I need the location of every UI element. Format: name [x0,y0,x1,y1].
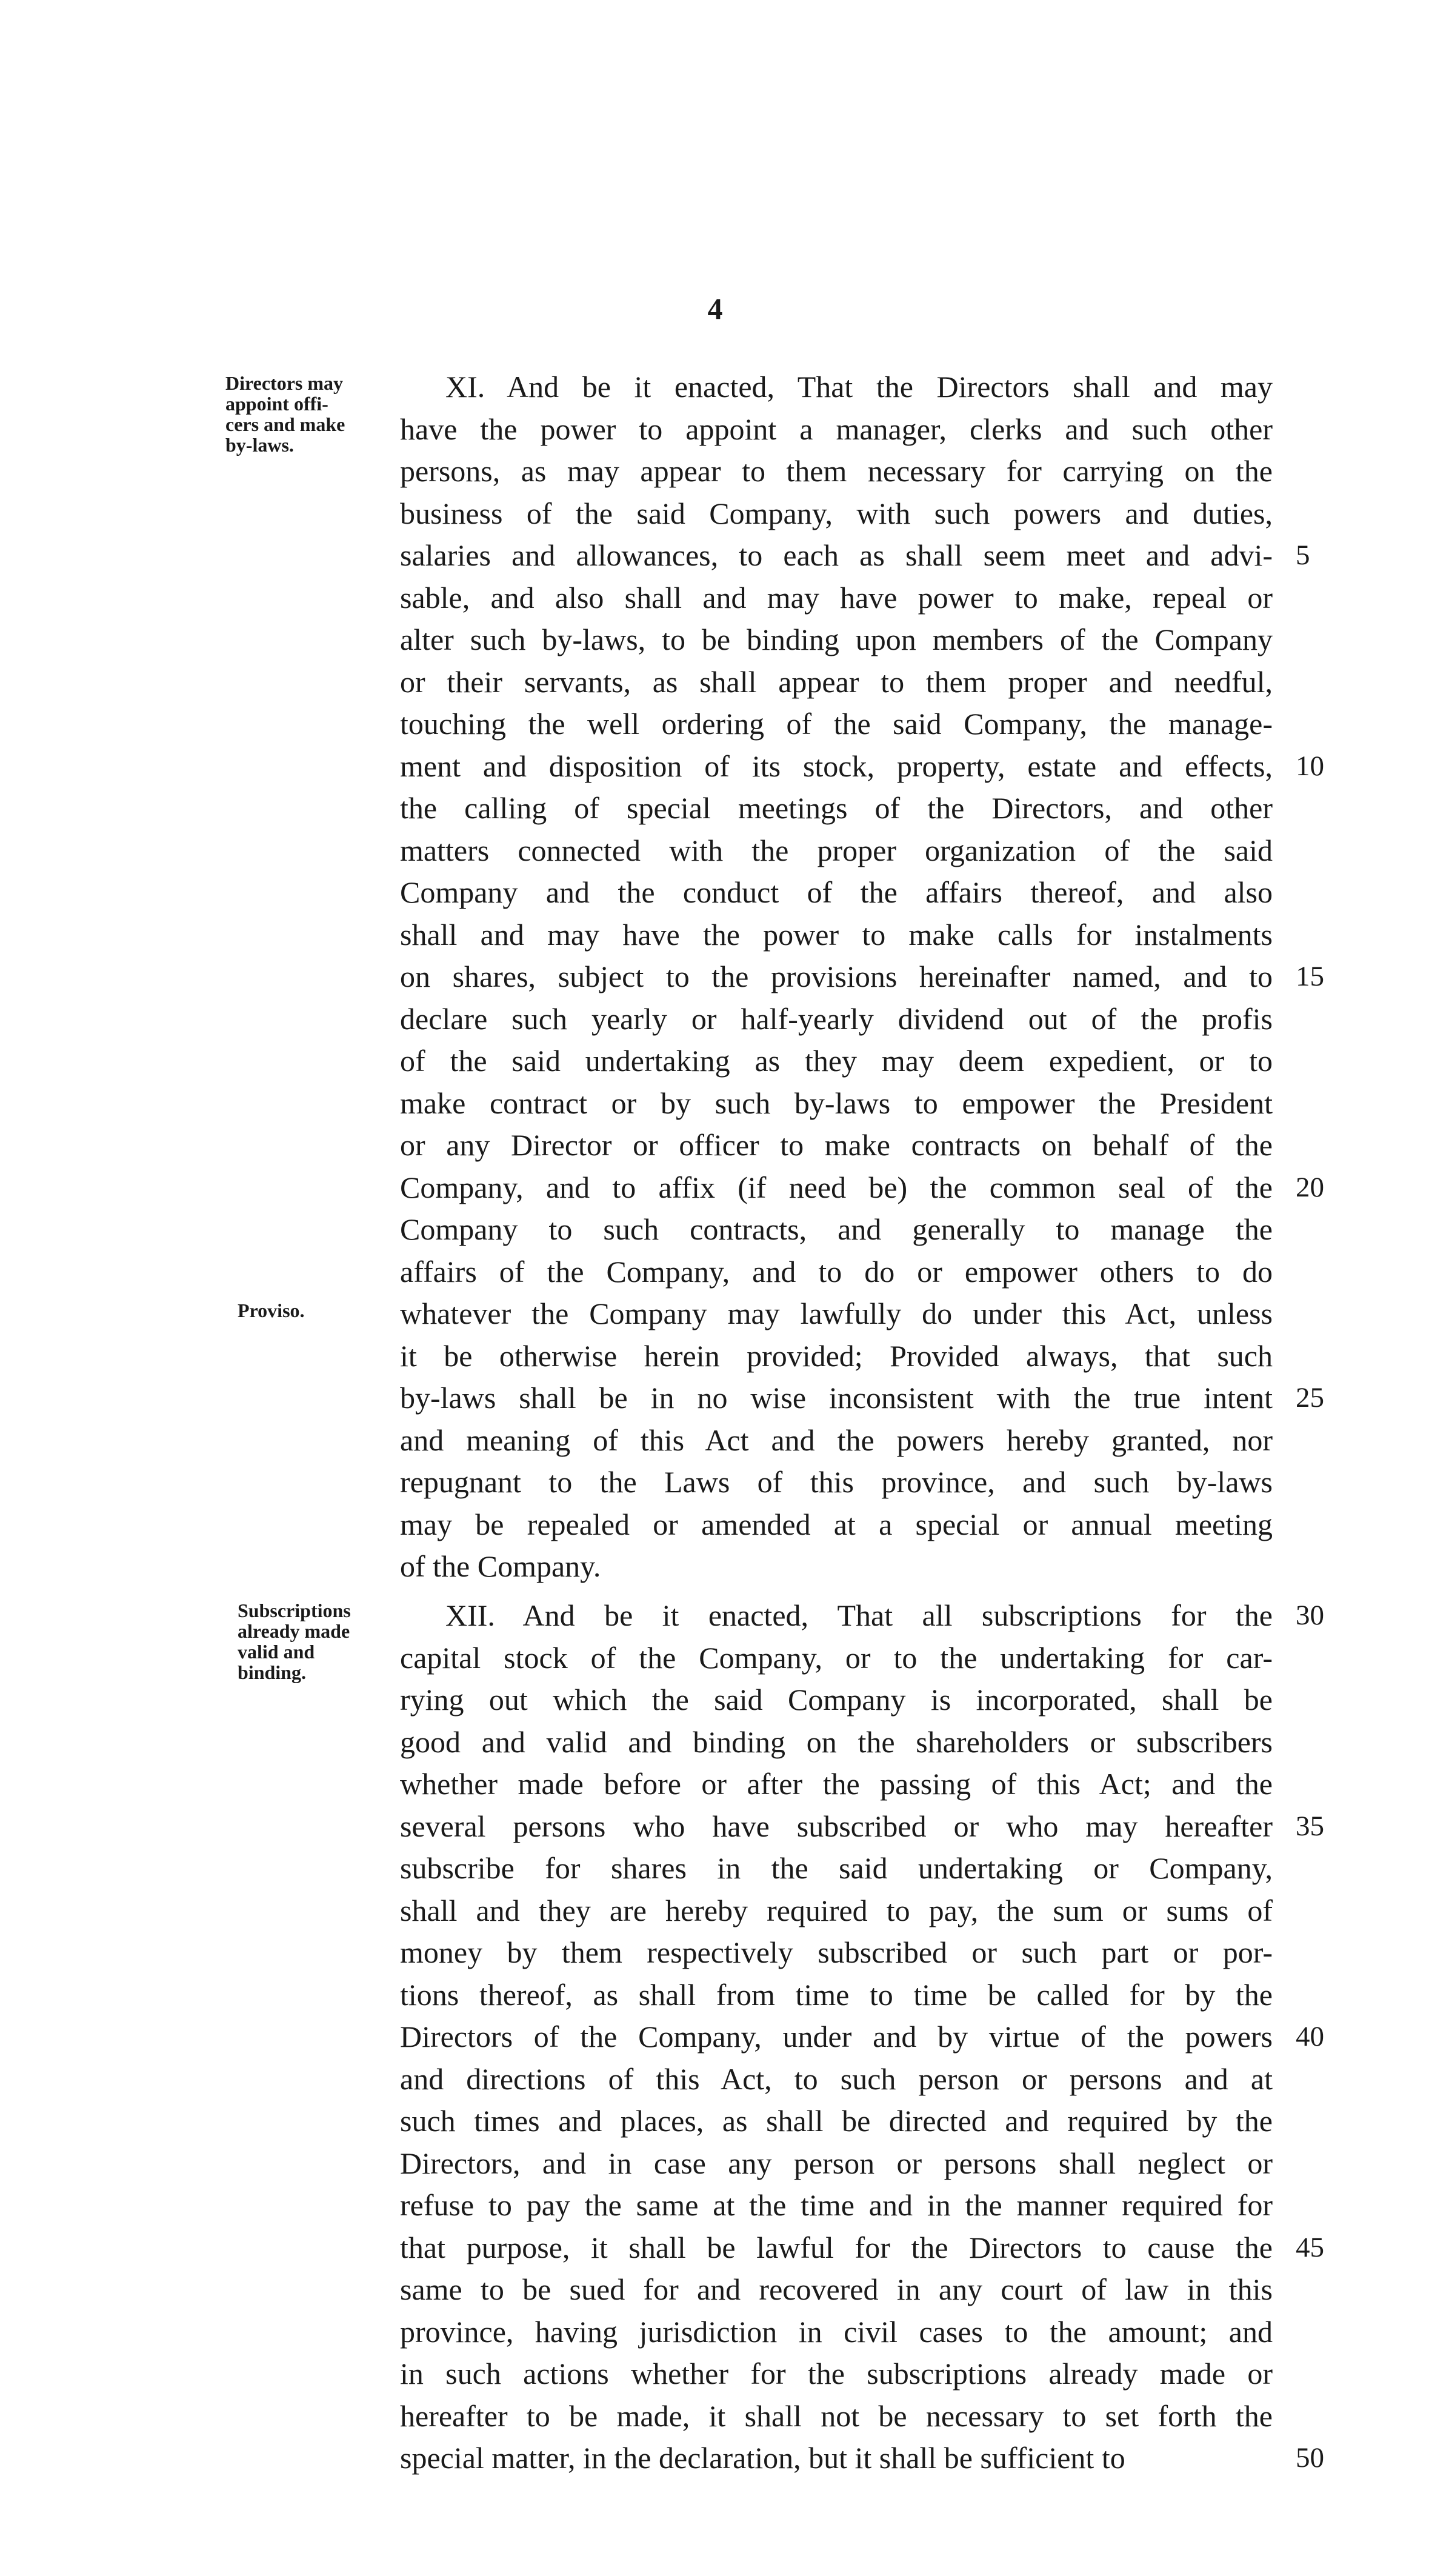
text-line: on shares, subject to the provisions hereinafter named, and to [400,959,1273,993]
text-line: matters connected with the proper organization of the said [400,833,1273,867]
line-number: 5 [1296,539,1310,571]
text-line: declare such yearly or half-yearly dividend out of the profis [400,1002,1273,1036]
margin-note-subscriptions [238,1600,419,1683]
text-line: in such actions whether for the subscriptions already made or [400,2357,1273,2391]
text-line: may be repealed or amended at a special or annual meeting [400,1507,1273,1541]
line-number: 30 [1296,1600,1324,1631]
text-line: of the Company. [400,1549,601,1583]
margin-note-line: Directors may [225,372,343,394]
text-line: XII. And be it enacted, That all subscriptions for the [445,1598,1273,1632]
text-line: province, having jurisdiction in civil cases to the amount; and [400,2315,1273,2349]
line-number: 45 [1296,2232,1324,2263]
text-line: or any Director or officer to make contracts on behalf of the [400,1128,1273,1162]
text-line: whatever the Company may lawfully do under this Act, unless [400,1296,1273,1330]
text-line: shall and they are hereby required to pay, the sum or sums of [400,1894,1273,1927]
text-line: Directors, and in case any person or persons shall neglect or [400,2146,1273,2180]
text-line: repugnant to the Laws of this province, and such by-laws [400,1465,1273,1499]
text-line: same to be sued for and recovered in any court of law in this [400,2272,1273,2306]
text-line: refuse to pay the same at the time and in the manner required for [400,2188,1273,2222]
text-line: Company to such contracts, and generally to manage the [400,1212,1273,1246]
line-number: 50 [1296,2442,1324,2474]
margin-note-line: cers and make [225,413,345,435]
text-line: touching the well ordering of the said Company, the manage- [400,707,1273,741]
text-line: persons, as may appear to them necessary for carrying on the [400,454,1273,488]
text-line: alter such by-laws, to be binding upon members of the Company [400,622,1273,656]
margin-note-line: valid and [238,1641,315,1663]
text-line: Directors of the Company, under and by virtue of the powers [400,2020,1273,2054]
text-line: several persons who have subscribed or who may hereafter [400,1809,1273,1843]
line-number: 40 [1296,2021,1324,2052]
text-line: that purpose, it shall be lawful for the Directors to cause the [400,2231,1273,2264]
text-line: money by them respectively subscribed or such part or por- [400,1935,1273,1969]
margin-note-line: binding. [238,1661,306,1683]
margin-note-line: appoint offi- [225,393,328,415]
text-line: affairs of the Company, and to do or empower others to do [400,1255,1273,1289]
margin-note-line: Subscriptions [238,1600,351,1621]
text-line: and meaning of this Act and the powers hereby granted, nor [400,1423,1273,1457]
text-line: whether made before or after the passing of this Act; and the [400,1767,1273,1801]
text-line: subscribe for shares in the said undertaking or Company, [400,1851,1273,1885]
text-line: Company and the conduct of the affairs thereof, and also [400,875,1273,909]
line-number: 35 [1296,1810,1324,1842]
text-line: such times and places, as shall be directed and required by the [400,2104,1273,2138]
margin-note-line: by-laws. [225,434,294,456]
text-line: business of the said Company, with such powers and duties, [400,496,1273,530]
text-line: good and valid and binding on the shareholders or subscribers [400,1725,1273,1759]
text-line: and directions of this Act, to such person or persons and at [400,2062,1273,2096]
text-line: shall and may have the power to make calls for instalments [400,918,1273,952]
text-line: XI. And be it enacted, That the Directors shall and may [445,370,1273,404]
text-line: make contract or by such by-laws to empower the President [400,1086,1273,1120]
line-number: 10 [1296,750,1324,782]
text-line: salaries and allowances, to each as shall seem meet and advi- [400,538,1273,572]
margin-note-proviso: Proviso. [238,1300,305,1321]
text-line: it be otherwise herein provided; Provided always, that such [400,1339,1273,1373]
margin-note-line: already made [238,1620,350,1642]
text-line: rying out which the said Company is incorporated, shall be [400,1683,1273,1717]
line-number: 25 [1296,1382,1324,1413]
text-line: or their servants, as shall appear to them proper and needful, [400,665,1273,699]
text-line: ment and disposition of its stock, property, estate and effects, [400,749,1273,783]
text-line: special matter, in the declaration, but it shall be sufficient to [400,2441,1125,2475]
text-line: capital stock of the Company, or to the undertaking for car- [400,1641,1273,1675]
margin-note-directors [225,373,407,455]
text-line: Company, and to affix (if need be) the common seal of the [400,1170,1273,1204]
text-line: have the power to appoint a manager, clerks and such other [400,412,1273,446]
line-number: 15 [1296,961,1324,992]
text-line: of the said undertaking as they may deem expedient, or to [400,1044,1273,1078]
text-line: hereafter to be made, it shall not be necessary to set forth the [400,2399,1273,2433]
text-line: by-laws shall be in no wise inconsistent with the true intent [400,1381,1273,1415]
text-line: tions thereof, as shall from time to time be called for by the [400,1978,1273,2012]
page-number: 4 [707,292,723,325]
text-line: the calling of special meetings of the Directors, and other [400,791,1273,825]
text-line: sable, and also shall and may have power to make, repeal or [400,581,1273,615]
line-number: 20 [1296,1172,1324,1203]
